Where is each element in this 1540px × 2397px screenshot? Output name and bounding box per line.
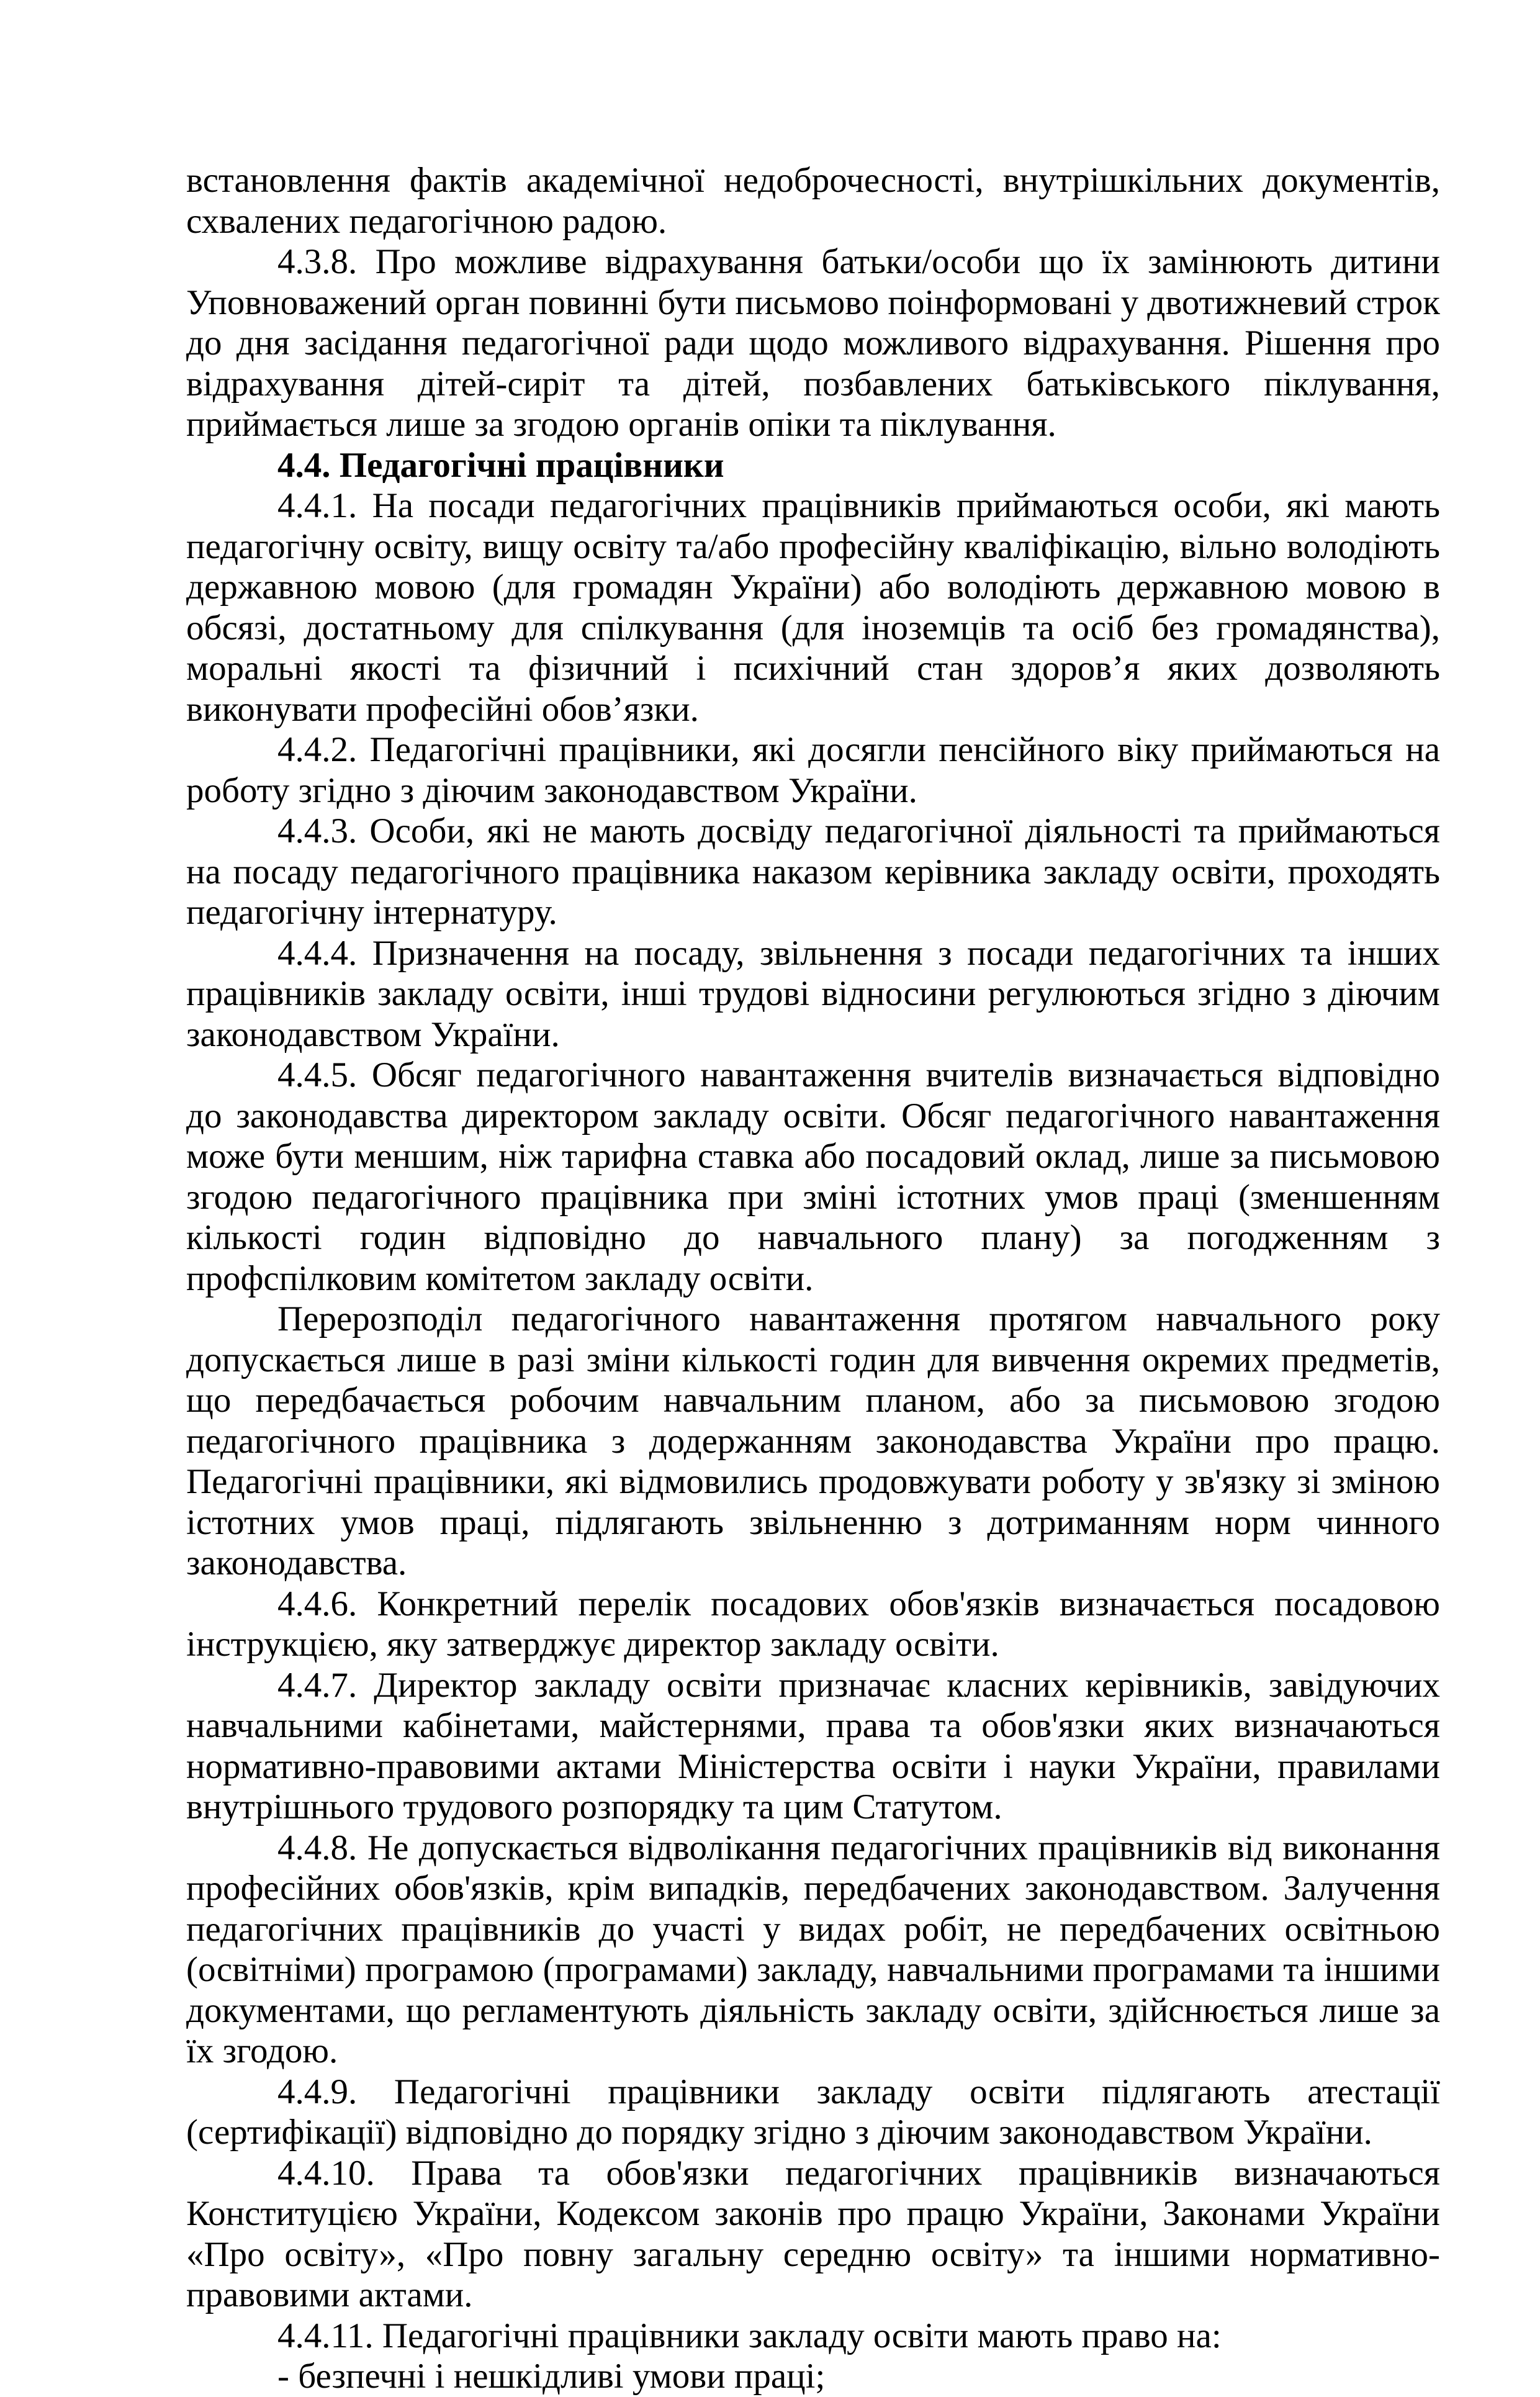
paragraph-4-4-7: 4.4.7. Директор закладу освіти призначає класних керівників, завідуючих навчальними кабінетами, майстернями, права та обов'язки яких визначаються нормативно-правовими актами Міністерства освіти і науки України, правилами внутрішнього трудового розпорядку та цим Статутом. bbox=[186, 1665, 1440, 1826]
paragraph-4-4-6: 4.4.6. Конкретний перелік посадових обов'язків визначається посадовою інструкцією, яку затверджує директор закладу освіти. bbox=[186, 1584, 1440, 1664]
paragraph-4-4-3: 4.4.3. Особи, які не мають досвіду педагогічної діяльності та приймаються на посаду педагогічного працівника наказом керівника закладу освіти, проходять педагогічну інтернатуру. bbox=[186, 811, 1440, 932]
paragraph-4-4-5: 4.4.5. Обсяг педагогічного навантаження вчителів визначається відповідно до законодавства директором закладу освіти. Обсяг педагогічного навантаження може бути меншим, ніж тарифна ставка або посадовий оклад, лише за письмовою згодою педагогічного працівника при зміні істотних умов праці (зменшенням кількості годин відповідно до навчального плану) за погодженням з профспілковим комітетом закладу освіти. bbox=[186, 1055, 1440, 1298]
paragraph-4-3-8: 4.3.8. Про можливе відрахування батьки/особи що їх замінюють дитини Уповноважений орган повинні бути письмово поінформовані у двотижневий строк до дня засідання педагогічної ради щодо можливого відрахування. Рішення про відрахування дітей-сиріт та дітей, позбавлених батьківського піклування, приймається лише за згодою органів опіки та піклування. bbox=[186, 242, 1440, 444]
paragraph-4-4-11: 4.4.11. Педагогічні працівники закладу освіти мають право на: bbox=[277, 2316, 1222, 2355]
paragraph-4-4-8: 4.4.8. Не допускається відволікання педагогічних працівників від виконання професійних обов'язків, крім випадків, передбачених законодавством. Залучення педагогічних працівників до участі у видах робіт, не передбачених освітньою (освітніми) програмою (програмами) закладу, навчальними програмами та іншими документами, що регламентують діяльність закладу освіти, здійснюється лише за їх згодою. bbox=[186, 1828, 1440, 2070]
paragraph-4-4-9: 4.4.9. Педагогічні працівники закладу освіти підлягають атестації (сертифікації) відповідно до порядку згідно з діючим законодавством України. bbox=[186, 2072, 1440, 2152]
document-page bbox=[186, 160, 1440, 2397]
paragraph-4-4-4: 4.4.4. Призначення на посаду, звільнення з посади педагогічних та інших працівників закладу освіти, інші трудові відносини регулюються згідно з діючим законодавством України. bbox=[186, 933, 1440, 1054]
paragraph-4-4-2: 4.4.2. Педагогічні працівники, які досягли пенсійного віку приймаються на роботу згідно з діючим законодавством України. bbox=[186, 730, 1440, 810]
paragraph-4-4-10: 4.4.10. Права та обов'язки педагогічних працівників визначаються Конституцією України, Кодексом законів про працю України, Законами України «Про освіту», «Про повну загальну середню освіту» та іншими нормативно-правовими актами. bbox=[186, 2153, 1440, 2314]
list-item: - безпечні і нешкідливі умови праці; bbox=[277, 2357, 826, 2396]
paragraph-redistribution: Перерозподіл педагогічного навантаження протягом навчального року допускається лише в разі зміни кількості годин для вивчення окремих предметів, що передбачається робочим навчальним планом, або за письмовою згодою педагогічного працівника з додержанням законодавства України про працю. Педагогічні працівники, які відмовились продовжувати роботу у зв'язку зі зміною істотних умов праці, підлягають звільненню з дотриманням норм чинного законодавства. bbox=[186, 1299, 1440, 1582]
section-heading: 4.4. Педагогічні працівники bbox=[277, 445, 724, 485]
paragraph-continuation: встановлення фактів академічної недоброчесності, внутрішкільних документів, схвалених педагогічною радою. bbox=[186, 161, 1440, 241]
paragraph-4-4-1: 4.4.1. На посади педагогічних працівників приймаються особи, які мають педагогічну освіту, вищу освіту та/або професійну кваліфікацію, вільно володіють державною мовою (для громадян України) або володіють державною мовою в обсязі, достатньому для спілкування (для іноземців та осіб без громадянства), моральні якості та фізичний і психічний стан здоров’я яких дозволяють виконувати професійні обов’язки. bbox=[186, 486, 1440, 729]
